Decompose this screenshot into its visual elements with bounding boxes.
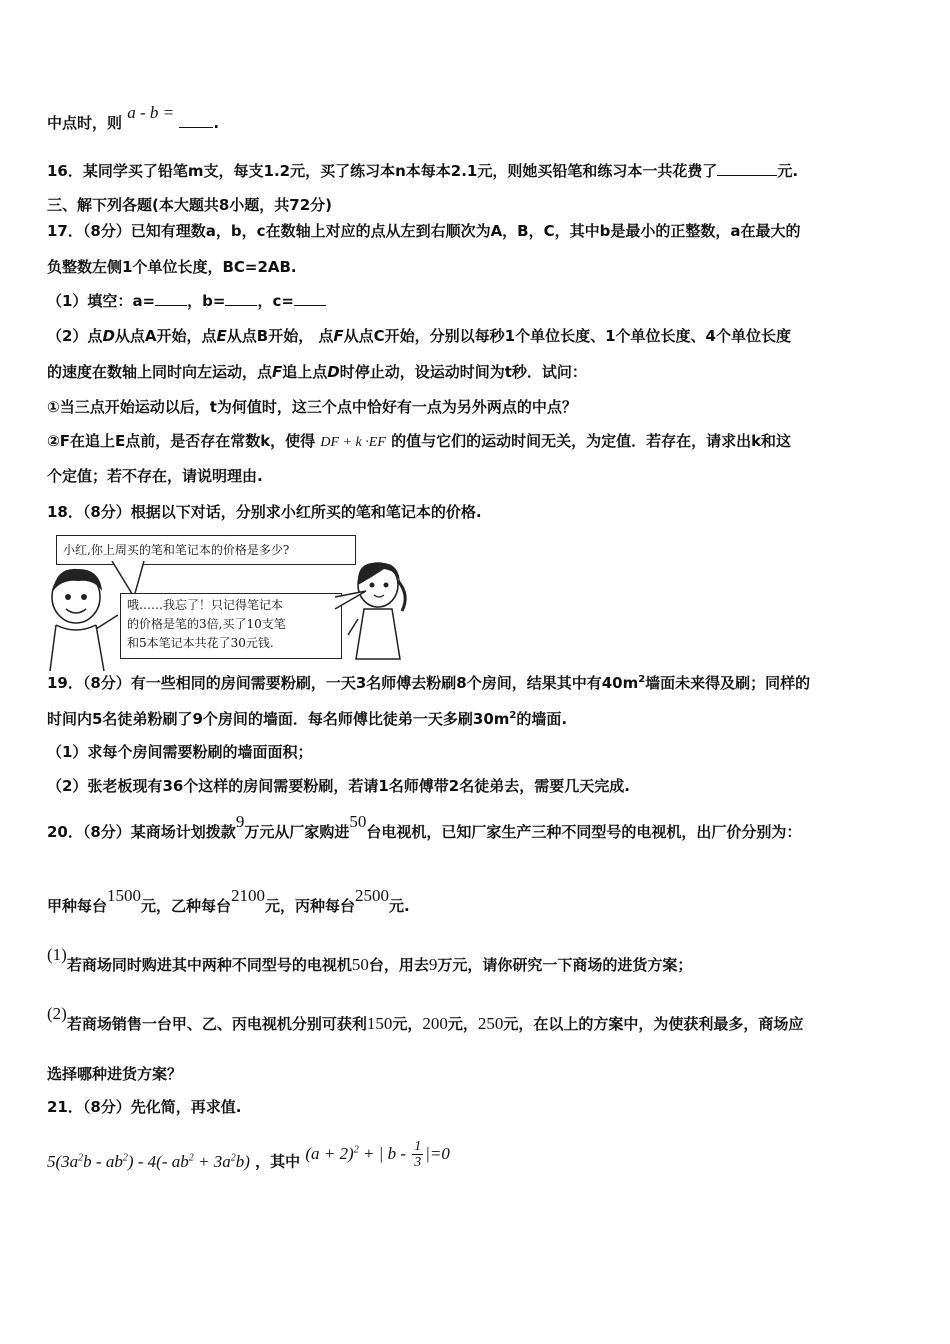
- q20-subq2-cont: 选择哪种进货方案？: [47, 1065, 183, 1083]
- answer-blank: [155, 291, 187, 306]
- q17-subq2: ②F在追上E点前，是否存在常数k，使得 DF + k ·EF 的值与它们的运动时间无关，为定值．若存在，请求出k和这: [47, 432, 792, 450]
- q17-expression: DF + k ·EF: [320, 435, 386, 450]
- answer-blank: [225, 291, 257, 306]
- q19-line1: 19．（8分）有一些相同的房间需要粉刷，一天3名师傅去粉刷8个房间，结果其中有$40m^2$墙面未来得及刷；同样的: [47, 674, 811, 692]
- dialogue-illustration: [44, 533, 414, 663]
- fraction: $\frac{1}{3}$: [414, 1139, 422, 1171]
- q15-tail-line: 中点时，则 a - b = .: [47, 103, 220, 132]
- answer-blank: [294, 291, 326, 306]
- answer-blank: [717, 161, 777, 176]
- q18-stem: 18．（8分）根据以下对话，分别求小红所买的笔和笔记本的价格.: [47, 503, 482, 521]
- q16-line: 16．某同学买了铅笔m支，每支1.2元，买了练习本n本每本2.1元，则她买铅笔和练习本一共花费了 元.: [47, 162, 799, 180]
- speech-bubble-question: 小红,你上周买的笔和笔记本的价格是多少?: [56, 535, 356, 565]
- q17-part1: （1）填空：a= ，b= ，c=: [47, 291, 326, 311]
- q17-line1: 17．（8分）已知有理数a，b，c在数轴上对应的点从左到右顺次为A，B，C，其中b是最小的正整数，a在最大的: [47, 222, 801, 240]
- q20-line1: 20．（8分）某商场计划拨款9万元从厂家购进50台电视机，已知厂家生产三种不同型号的电视机，出厂价分别为：: [47, 812, 802, 841]
- q17-part2: （2）点D从点A开始，点E从点B开始， 点F从点C开始，分别以每秒1个单位长度、1个单位长度、4个单位长度: [47, 327, 791, 345]
- speech-bubble-answer: 哦……我忘了！只记得笔记本 的价格是笔的3倍,买了10支笔 和5本笔记本共花了30元钱.: [120, 593, 342, 659]
- q21-expression-line: $5(3a^2b - ab^2) - 4(-$ $ab^2 + 3a^2b$) ，其中 $(a + 2)^2$ + | b - $\frac{1}{3}$ |=0: [47, 1139, 450, 1171]
- q17-line2: 负整数左侧1个单位长度，BC=2AB.: [47, 258, 297, 276]
- q20-line2: 甲种每台1500元，乙种每台2100元，丙种每台2500元.: [47, 886, 410, 915]
- q21-stem: 21．（8分）先化简，再求值.: [47, 1098, 242, 1116]
- q17-line4: 的速度在数轴上同时向左运动，点F追上点D时停止动，设运动时间为t秒．试问：: [47, 363, 587, 381]
- q17-subq1: ①当三点开始运动以后，t为何值时，这三个点中恰好有一点为另外两点的中点？: [47, 398, 577, 416]
- q19-part1: （1）求每个房间需要粉刷的墙面面积；: [47, 743, 313, 761]
- q15-expression: a - b =: [127, 103, 175, 122]
- section-heading: 三、解下列各题(本大题共8小题，共72分): [47, 196, 333, 214]
- q19-part2: （2）张老板现有36个这样的房间需要粉刷，若请1名师傅带2名徒弟去，需要几天完成.: [47, 777, 630, 795]
- bubble-tail: [334, 589, 374, 629]
- answer-blank: [179, 113, 213, 128]
- q19-line2: 时间内5名徒弟粉刷了9个房间的墙面．每名师傅比徒弟一天多刷$30m^2$的墙面.: [47, 710, 568, 728]
- q20-subq2: (2)若商场销售一台甲、乙、丙电视机分别可获利150元，200元，250元，在以上的方案中，为使获利最多，商场应: [47, 1004, 804, 1033]
- q21-condition: $(a + 2)^2$ + | b - $\frac{1}{3}$ |=0: [305, 1139, 450, 1171]
- q21-expression: $5(3a^2b - ab^2) - 4(-$ $ab^2 + 3a^2b$): [47, 1151, 250, 1171]
- q20-subq1: (1)若商场同时购进其中两种不同型号的电视机50台，用去9万元，请你研究一下商场的进货方案；: [47, 945, 693, 974]
- q17-subq2-cont: 个定值；若不存在，请说明理由.: [47, 467, 263, 485]
